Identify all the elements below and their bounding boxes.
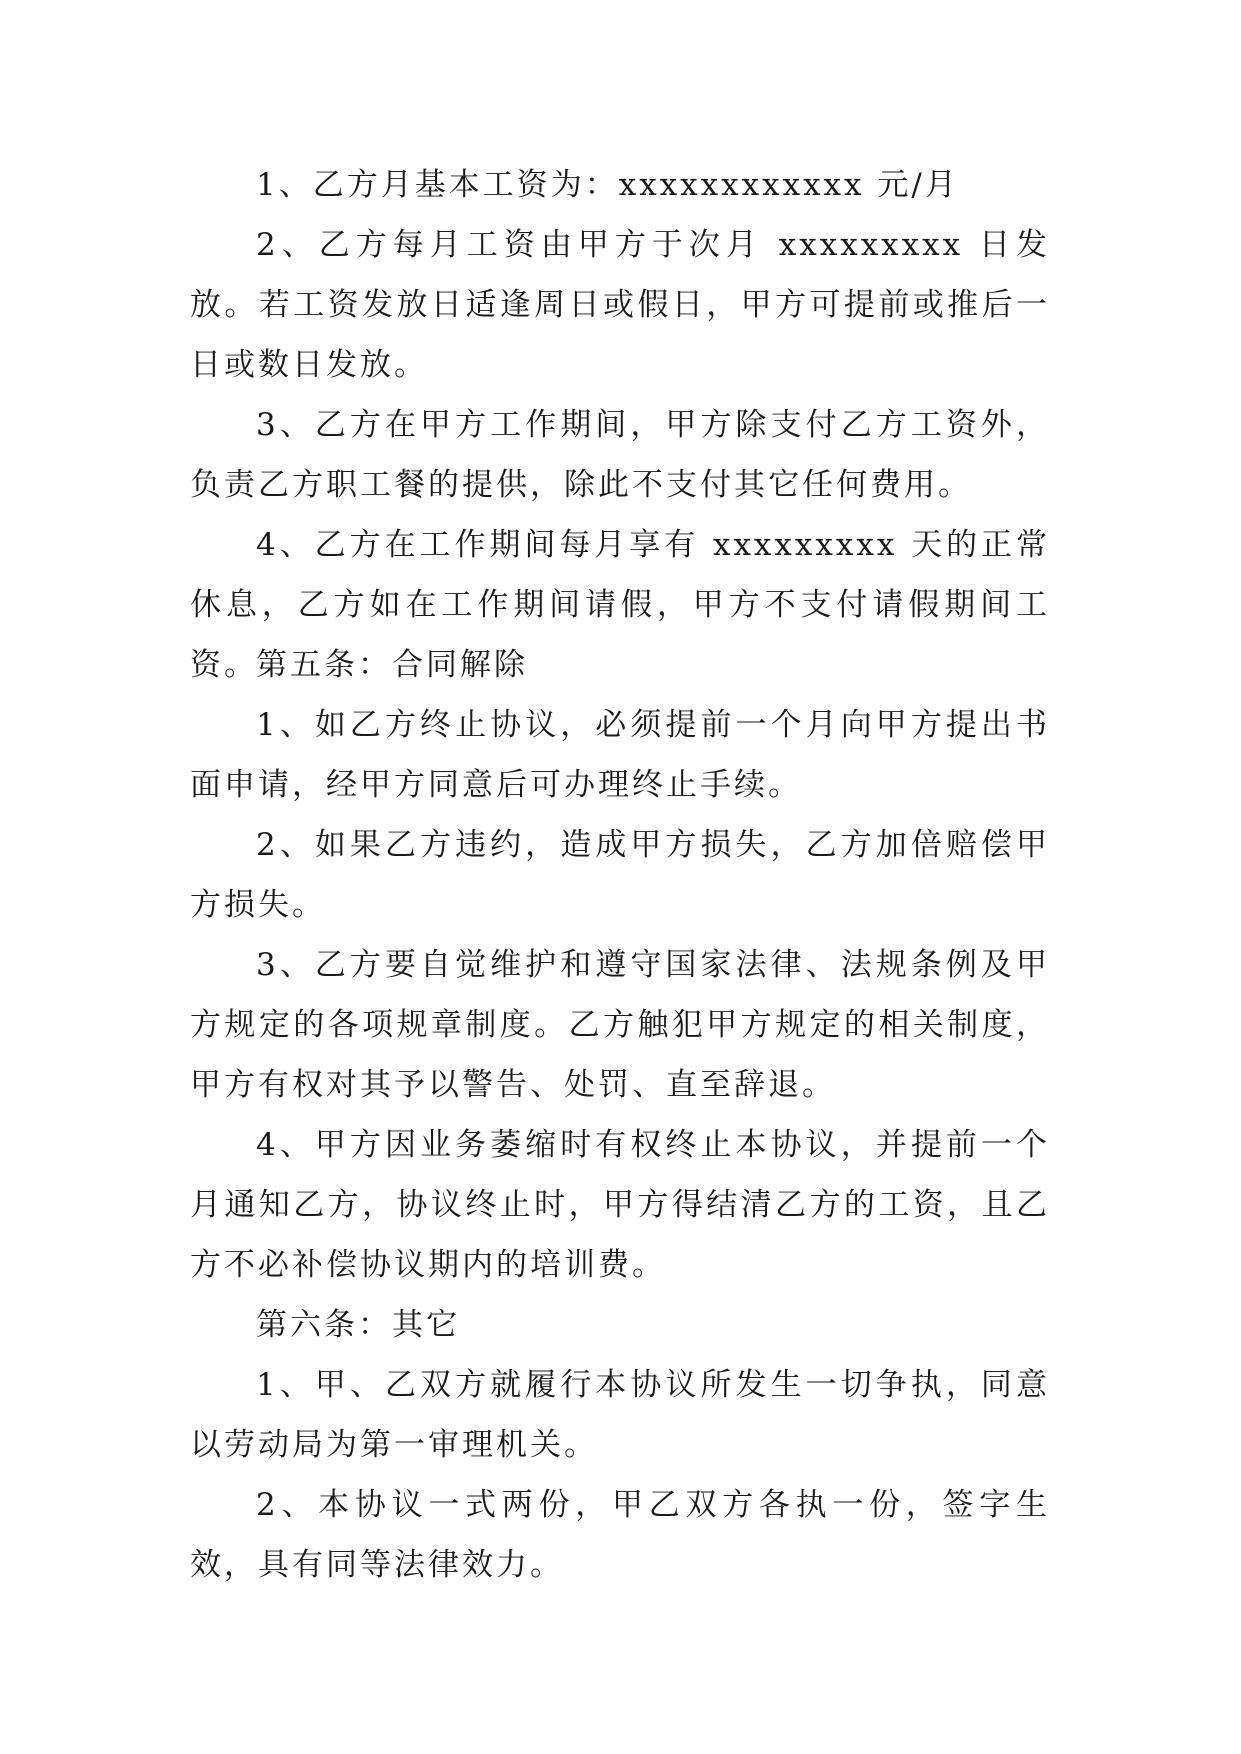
- paragraph-6-2: 2、本协议一式两份，甲乙双方各执一份，签字生效，具有同等法律效力。: [190, 1487, 1050, 1583]
- paragraph-1: 1、乙方月基本工资为：xxxxxxxxxxxx 元/月: [256, 167, 959, 203]
- section-heading-5: 第五条：合同解除: [256, 647, 528, 683]
- paragraph-4: 4、乙方在工作期间每月享有 xxxxxxxxx 天的正常休息，乙方如在工作期间请假，甲方不支付请假期间工资。: [190, 527, 1050, 683]
- paragraph-3: 3、乙方在甲方工作期间，甲方除支付乙方工资外，负责乙方职工餐的提供，除此不支付其它任何费用。: [190, 407, 1050, 503]
- paragraph-5-2: 2、如果乙方违约，造成甲方损失，乙方加倍赔偿甲方损失。: [190, 827, 1050, 923]
- paragraph-6-1: 1、甲、乙双方就履行本协议所发生一切争执，同意以劳动局为第一审理机关。: [190, 1367, 1050, 1463]
- paragraph-5-4: 4、甲方因业务萎缩时有权终止本协议，并提前一个月通知乙方，协议终止时，甲方得结清乙方的工资，且乙方不必补偿协议期内的培训费。: [190, 1127, 1050, 1283]
- paragraph-2: 2、乙方每月工资由甲方于次月 xxxxxxxxx 日发放。若工资发放日适逢周日或假日，甲方可提前或推后一日或数日发放。: [190, 227, 1050, 383]
- paragraph-5-3: 3、乙方要自觉维护和遵守国家法律、法规条例及甲方规定的各项规章制度。乙方触犯甲方规定的相关制度，甲方有权对其予以警告、处罚、直至辞退。: [190, 947, 1050, 1103]
- section-heading-6: 第六条：其它: [256, 1307, 460, 1343]
- paragraph-5-1: 1、如乙方终止协议，必须提前一个月向甲方提出书面申请，经甲方同意后可办理终止手续。: [190, 707, 1050, 803]
